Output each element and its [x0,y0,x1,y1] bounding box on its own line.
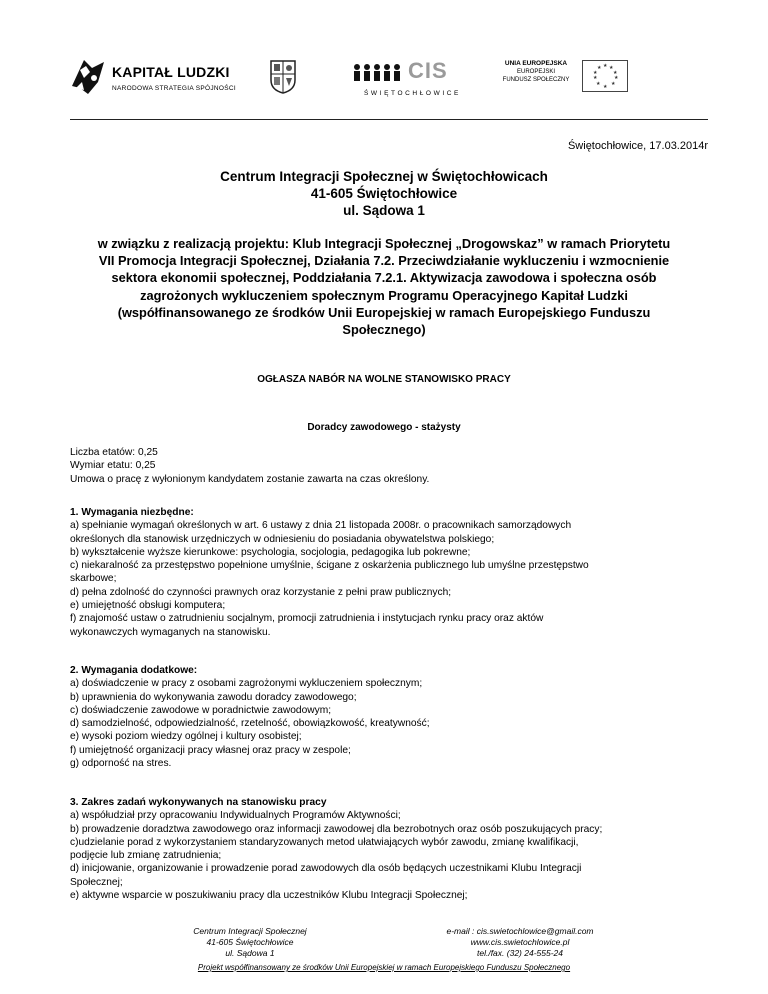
svg-text:★: ★ [613,70,618,76]
svg-text:★: ★ [611,81,616,87]
kapital-ludzki-title: KAPITAŁ LUDZKI [112,64,230,80]
kapital-ludzki-subtitle: NARODOWA STRATEGIA SPÓJNOŚCI [112,85,236,92]
city-crest-logo [270,60,296,99]
list-item: b) prowadzenie doradztwa zawodowego oraz informacji zawodowej dla bezrobotnych oraz osób poszukujących pracy; [70,823,603,835]
cis-logo-subtitle: ŚWIĘTOCHŁOWICE [364,90,461,97]
eu-line-2: EUROPEJSKI [516,69,555,75]
list-item: g) odporność na stres. [70,758,172,770]
svg-text:★: ★ [597,65,602,71]
footer-postcode: 41-605 Świętochłowice [206,937,294,947]
list-item: f) znajomość ustaw o zatrudnieniu socjalnym, promocji zatrudnienia i instytucjach rynku pracy oraz aktów [70,613,544,625]
list-item: b) wykształcenie wyższe kierunkowe: psychologia, socjologia, pedagogika lub pokrewne; [70,546,471,558]
footer-phone: tel./fax. (32) 24-555-24 [477,948,563,958]
org-street: ul. Sądowa 1 [343,203,425,218]
svg-text:★: ★ [614,75,619,81]
eu-flag-icon [582,60,628,92]
list-item: wykonawczych wymaganych na stanowisku. [70,626,271,638]
list-item: c)udzielanie porad z wykorzystaniem standaryzowanych metod ułatwiających wybór zawodu, zmianę kwalifikacji, [70,836,579,848]
svg-text:★: ★ [609,65,614,71]
section-title: 3. Zakres zadań wykonywanych na stanowisku pracy [70,797,327,808]
svg-text:★: ★ [593,75,598,81]
svg-text:★: ★ [603,63,608,69]
section-additional [70,664,705,770]
footer-contact [400,926,640,959]
crest-icon [270,60,296,94]
list-item: skarbowe; [70,573,117,585]
project-line: zagrożonych wykluczeniem społecznym Programu Operacyjnego Kapitał Ludzki [140,287,628,303]
project-line: sektora ekonomii społecznej, Poddziałania 7.2.1. Aktywizacja zawodowa i społeczna osób [111,270,657,286]
list-item: d) inicjowanie, organizowanie i prowadzenie porad zawodowych dla osób będących uczestnikami Klubu Integracji [70,863,582,875]
project-line: w związku z realizacją projektu: Klub Integracji Społecznej „Drogowskaz” w ramach Priorytetu [97,236,671,251]
list-item: a) współudział przy opracowaniu Indywidualnych Programów Aktywności; [70,810,401,822]
project-line: (współfinansowanego ze środków Unii Europejskiej w ramach Europejskiego Funduszu [117,304,651,320]
list-item: f) umiejętność organizacji pracy własnej oraz pracy w zespole; [70,744,351,756]
list-item: b) uprawnienia do wykonywania zawodu doradcy zawodowego; [70,691,357,703]
list-item: a) doświadczenie w pracy z osobami zagrożonymi wykluczeniem społecznym; [70,678,423,690]
info-umowa: Umowa o pracę z wyłonionym kandydatem zostanie zawarta na czas określony. [70,473,430,485]
cis-logo [352,58,462,106]
project-line: VII Promocja Integracji Społecznej, Działania 7.2. Przeciwdziałanie wykluczeniu i wzmocnienie [98,253,670,269]
footer-org: Centrum Integracji Społecznej [193,926,307,936]
list-item: d) pełna zdolność do czynności prawnych oraz korzystanie z pełni praw publicznych; [70,586,452,598]
kapital-ludzki-logo [70,48,240,108]
people-icon [352,62,408,86]
list-item: e) wysoki poziom wiedzy ogólnej i kultury osobistej; [70,731,302,743]
footer-street: ul. Sądowa 1 [225,948,275,958]
info-etaty: Liczba etatów: 0,25 [70,447,158,458]
organization-header [70,168,698,219]
header-divider [70,119,708,120]
project-description [70,235,698,338]
employment-info [70,446,705,486]
section-title: 2. Wymagania dodatkowe: [70,665,198,676]
org-postcode: 41-605 Świętochłowice [310,186,458,201]
footer-website: www.cis.swietochlowice.pl [470,937,570,947]
org-name: Centrum Integracji Społecznej w Świętochłowicach [220,169,548,184]
list-item: Społecznej; [70,876,123,888]
announcement-heading: OGŁASZA NABÓR NA WOLNE STANOWISKO PRACY [257,374,511,385]
footer-funding-note: Projekt współfinansowany ze środków Unii Europejskiej w ramach Europejskiego Funduszu Społecznego [197,963,571,972]
list-item: określonych dla stanowisk urzędniczych w odniesieniu do posiadania obywatelstwa polskiego; [70,533,495,545]
list-item: d) samodzielność, odpowiedzialność, rzetelność, obowiązkowość, kreatywność; [70,718,430,730]
eu-logo [498,60,678,110]
list-item: c) niekaralność za przestępstwo popełnione umyślnie, ścigane z oskarżenia publicznego lub umyślne przestępstwo [70,560,589,572]
info-wymiar: Wymiar etatu: 0,25 [70,460,156,472]
section-required [70,506,705,639]
document-date: Świętochłowice, 17.03.2014r [567,140,708,152]
list-item: c) doświadczenie zawodowe w poradnictwie zawodowym; [70,704,332,716]
list-item: podjęcie lub zmianę zatrudnienia; [70,850,222,862]
list-item: e) aktywne wsparcie w poszukiwaniu pracy dla uczestników Klubu Integracji Społecznej; [70,890,468,902]
eu-logo-text [498,60,574,84]
svg-text:★: ★ [593,70,598,76]
section-duties [70,796,705,902]
footer-address [130,926,370,959]
cis-logo-text: CIS [408,58,448,83]
kapital-ludzki-mark-icon [70,56,106,98]
logo-bar [70,48,710,108]
eu-line-1: UNIA EUROPEJSKA [504,60,568,67]
eu-line-3: FUNDUSZ SPOŁECZNY [502,77,570,83]
section-title: 1. Wymagania niezbędne: [70,507,194,518]
list-item: e) umiejętność obsługi komputera; [70,600,226,612]
footer-email: e-mail : cis.swietochlowice@gmail.com [446,926,594,936]
project-line: Społecznego) [342,322,426,338]
svg-text:★: ★ [596,81,601,87]
list-item: a) spełnianie wymagań określonych w art. 6 ustawy z dnia 21 listopada 2008r. o pracownikach samorządowych [70,520,572,532]
svg-text:★: ★ [603,84,608,90]
position-title: Doradcy zawodowego - stażysty [307,422,461,433]
